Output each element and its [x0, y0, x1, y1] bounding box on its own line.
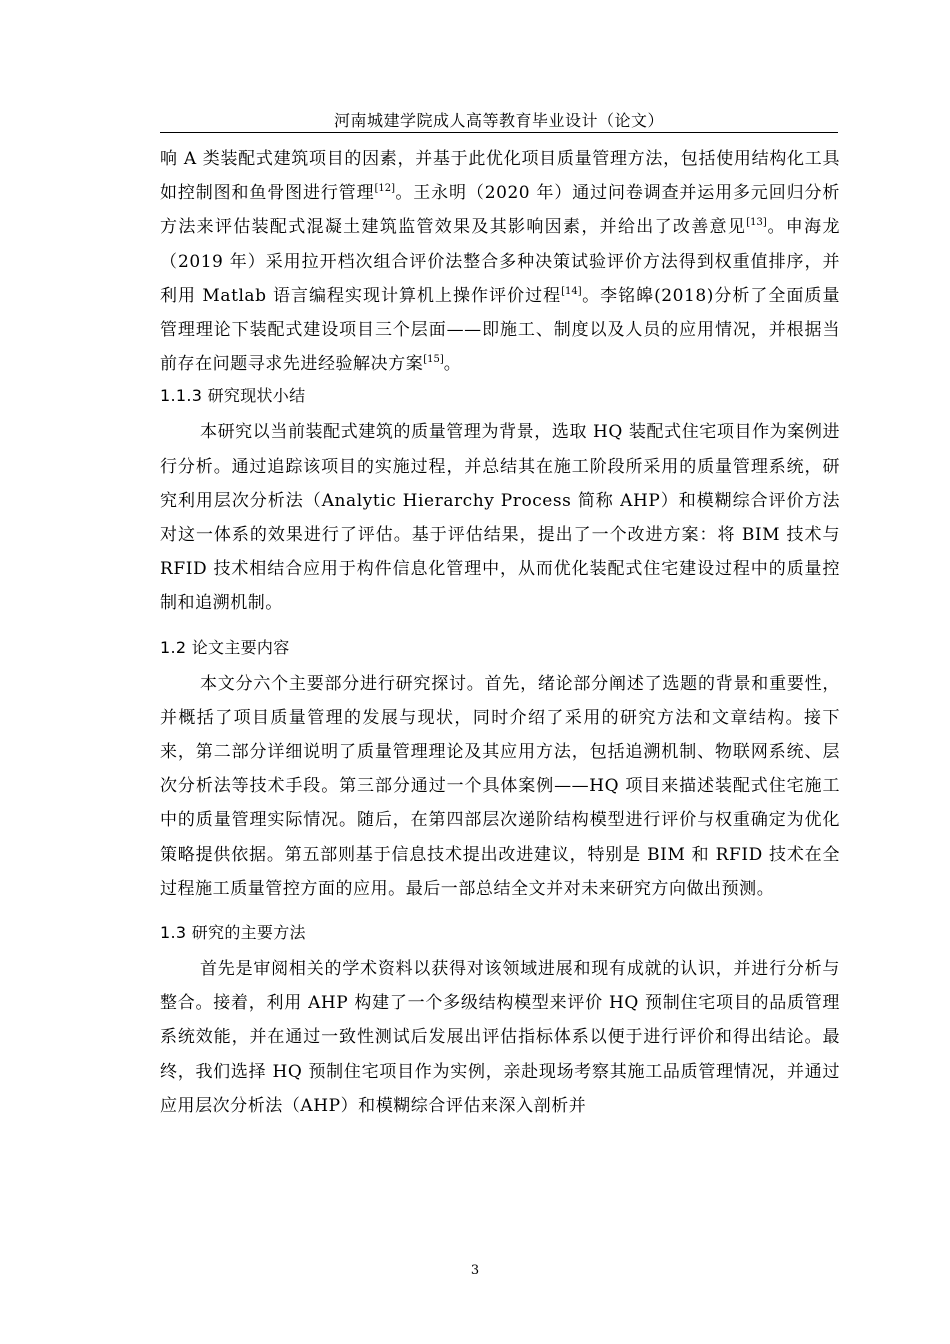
- paragraph-text: 。王永明（2020 年）通过问卷调查并运用多元回归分析方法来评估装配式混凝土建筑监管效果及其影响因素，并给出了改善意见: [160, 183, 840, 238]
- section-heading-1-2: 1.2 论文主要内容: [160, 637, 290, 657]
- paragraph-research-methods: 首先是审阅相关的学术资料以获得对该领域进展和现有成就的认识，并进行分析与整合。接着，利用 AHP 构建了一个多级结构模型来评价 HQ 预制住宅项目的品质管理系统效能，并在通过一致性测试后发展出评估指标体系以便于进行评价和得出结论。最终，我们选择 HQ 预制住宅项目作为实例，亲赴现场考察其施工品质管理情况，并通过应用层次分析法（AHP）和模糊综合评估来深入剖析并: [160, 959, 840, 1116]
- paragraph-text: 。申海龙（2019 年）采用拉开档次组合评价法整合多种决策试验评价方法得到权重值排序，并利用 Matlab 语言编程实现计算机上操作评价过程: [160, 217, 840, 306]
- document-body: [160, 142, 840, 1123]
- paragraph-literature-continued: [160, 142, 840, 381]
- citation-reference: [15]: [423, 354, 444, 366]
- paragraph-thesis-contents: 本文分六个主要部分进行研究探讨。首先，绪论部分阐述了选题的背景和重要性，并概括了项目质量管理的发展与现状，同时介绍了采用的研究方法和文章结构。接下来，第二部分详细说明了质量管理理论及其应用方法，包括追溯机制、物联网系统、层次分析法等技术手段。第三部分通过一个具体案例——HQ 项目来描述装配式住宅施工中的质量管理实际情况。随后，在第四部层次递阶结构模型进行评价与权重确定为优化策略提供依据。第五部则基于信息技术提出改进建议，特别是 BIM 和 RFID 技术在全过程施工质量管控方面的应用。最后一部总结全文并对未来研究方向做出预测。: [160, 673, 840, 899]
- paragraph-text: 响 A 类装配式建筑项目的因素，并基于此优化项目质量管理方法，包括使用结构化工具如控制图和鱼骨图进行管理: [160, 149, 840, 204]
- running-header: 河南城建学院成人高等教育毕业设计（论文）: [333, 111, 664, 130]
- paragraph-text: 。: [443, 354, 462, 375]
- paragraph-research-summary: 本研究以当前装配式建筑的质量管理为背景，选取 HQ 装配式住宅项目作为案例进行分析。通过追踪该项目的实施过程，并总结其在施工阶段所采用的质量管理系统，研究利用层次分析法（Analytic Hierarchy Process 简称 AHP）和模糊综合评价方法对这一体系的效果进行了评估。基于评估结果，提出了一个改进方案：将 BIM 技术与 RFID 技术相结合应用于构件信息化管理中，从而优化装配式住宅建设过程中的质量控制和追溯机制。: [160, 422, 840, 614]
- header-divider: [160, 132, 838, 133]
- citation-reference: [13]: [746, 217, 767, 229]
- section-heading-1-3: 1.3 研究的主要方法: [160, 923, 306, 943]
- citation-reference: [12]: [374, 183, 396, 195]
- page-number: 3: [470, 1263, 480, 1278]
- paragraph-text: 。李铭皞(2018)分析了全面质量管理理论下装配式建设项目三个层面——即施工、制度以及人员的应用情况，并根据当前存在问题寻求先进经验解决方案: [160, 285, 840, 375]
- citation-reference: [14]: [561, 285, 582, 297]
- section-heading-1-1-3: 1.1.3 研究现状小结: [160, 386, 306, 406]
